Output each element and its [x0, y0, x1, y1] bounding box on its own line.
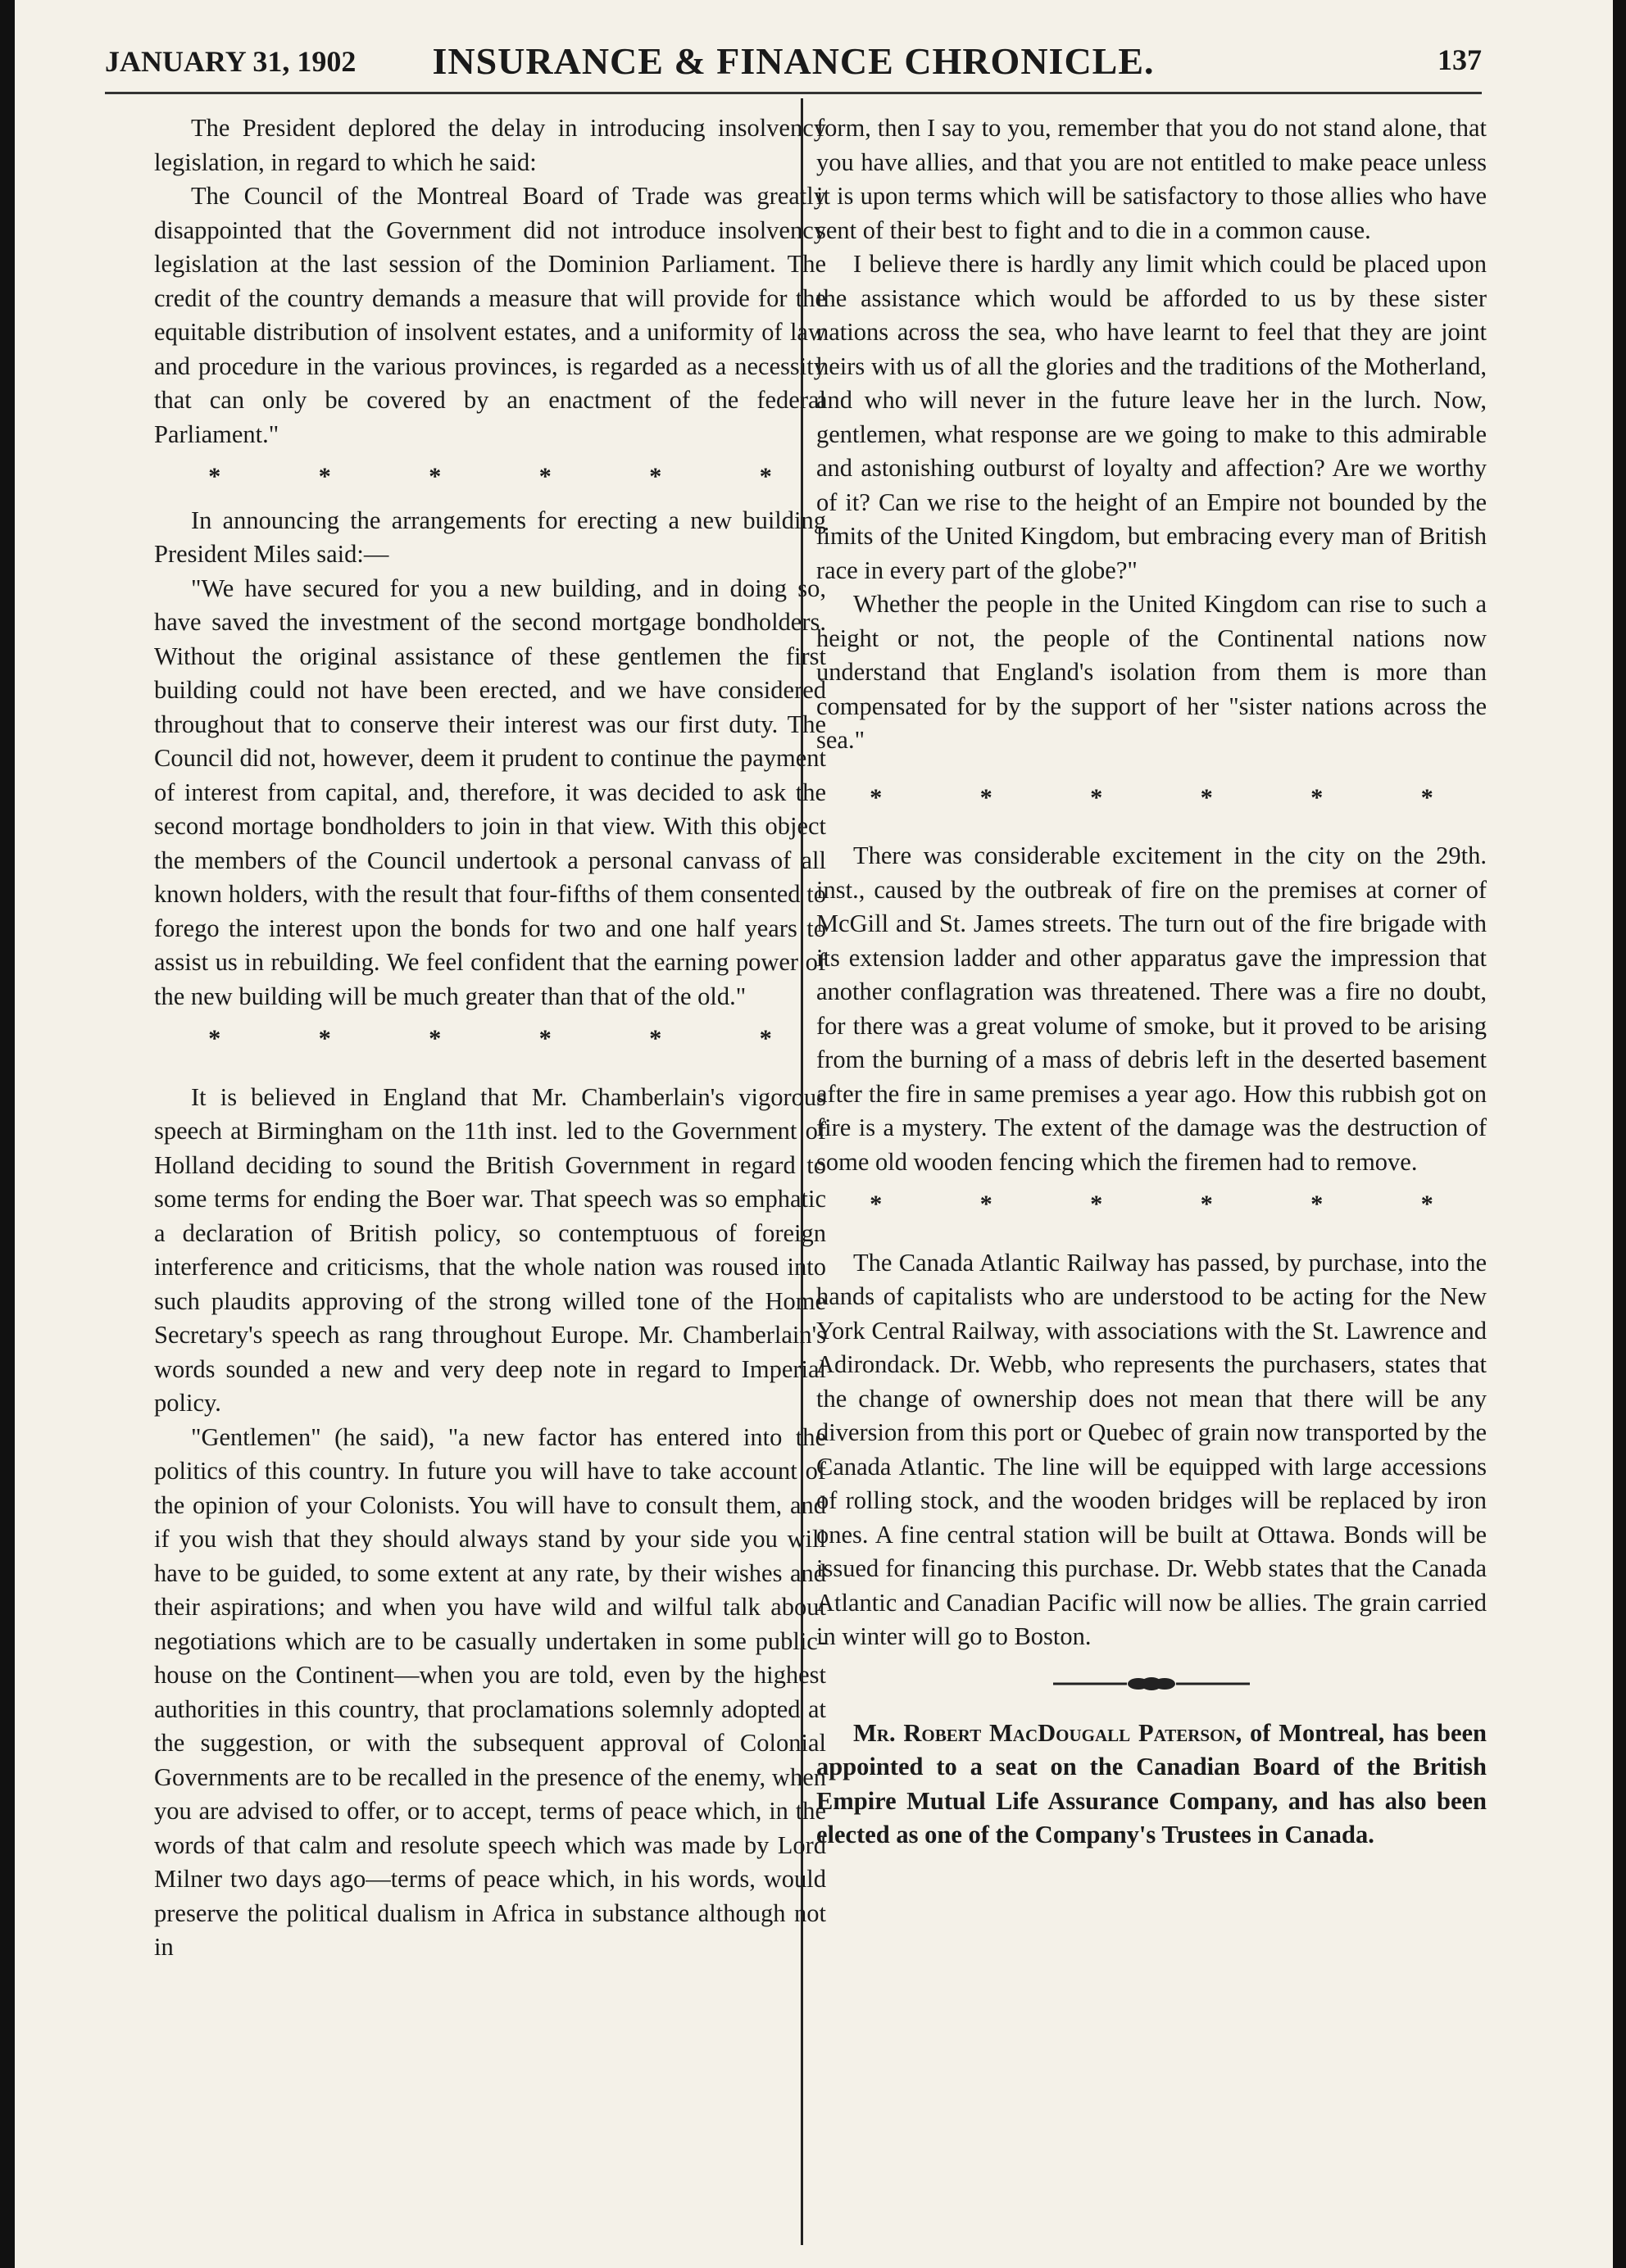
masthead [105, 39, 1482, 88]
paragraph: I believe there is hardly any limit which could be placed upon the assistance which would be afforded to us by these sister nations across the sea, who have learnt to feel that they are joint heirs with us of all the glories and the traditions of the Motherland, and who will never in the future leave her in the lurch. Now, gentlemen, what response are we going to make to this admirable and astonishing outburst of loyalty and affection? Are we worthy of it? Can we rise to the height of an Empire not bounded by the limits of the United Kingdom, but embracing every man of British race in every part of the globe?" [816, 250, 1487, 584]
paragraph: Whether the people in the United Kingdom can rise to such a height or not, the people of the Continental nations now understand that England's isolation from them is more than compensated for by the support of her "sister nations across the sea." [816, 590, 1487, 754]
section-separator: * * * * * * [208, 1025, 818, 1052]
paragraph: "We have secured for you a new building, and in doing so, have saved the investment of the second mortgage bondholders. Without the original assistance of these gentlemen the first building could not have been erected, and we have considered throughout that to conserve their interest was our first duty. The Council did not, however, deem it prudent to continue the payment of interest from capital, and, therefore, it was decided to ask the second mortage bondholders to join in that view. With this object the members of the Council undertook a personal canvass of all known holders, with the result that four-fifths of them consented to forego the interest upon the bonds for two and one half years to assist us in rebuilding. We feel confident that the earning power of the new building will be much greater than that of the old." [154, 574, 826, 1010]
section-separator: * * * * * * [870, 783, 1479, 811]
paragraph: It is believed in England that Mr. Chamberlain's vigorous speech at Birmingham on the 11th inst. led to the Government of Holland deciding to sound the British Government in regard to some terms for ending the Boer war. That speech was so emphatic a declaration of British policy, so contemptuous of foreign interference and criticisms, that the whole nation was roused into such plaudits approving of the strong willed tone of the Home Secretary's speech as rang throughout Europe. Mr. Chamberlain's words sounded a new and very deep note in regard to Imperial policy. [154, 1082, 826, 1417]
notice-name: Mr. Robert MacDougall Paterson, [853, 1718, 1242, 1747]
newspaper-page [15, 0, 1613, 2268]
header-rule [105, 92, 1482, 94]
page-number: 137 [1438, 43, 1482, 76]
ornament-divider-icon [1053, 1676, 1250, 1692]
paragraph: In announcing the arrangements for erecting a new building President Miles said:— [154, 506, 826, 568]
notice-text: of Montreal, has been appointed to a seat on the Canadian Board of the British Empire Mutual Life Assurance Company, and has also been elected as one of the Company's Trustees in Canada. [816, 1718, 1487, 1848]
appointment-notice [816, 1717, 1487, 1853]
paragraph: form, then I say to you, remember that you do not stand alone, that you have allies, and that you are not entitled to make peace unless it is upon terms which will be satisfactory to those allies who have sent of their best to fight and to die in a common cause. [816, 114, 1487, 244]
paragraph: The President deplored the delay in introducing insolvency legislation, in regard to which he said: [154, 114, 826, 176]
left-column [154, 111, 826, 1965]
paragraph: "Gentlemen" (he said), "a new factor has entered into the politics of this country. In future you will have to take account of the opinion of your Colonists. You will have to consult them, and if you wish that they should always stand by your side you will have to be guided, to some extent at any rate, by their wishes and their aspirations; and when you have wild and wilful talk about negotiations which are to be casually undertaken in some public-house on the Continent—when you are told, even by the highest authorities in this country, that proclamations solemnly adopted at the suggestion, or with the subsequent approval of Colonial Governments are to be recalled in the presence of the enemy, when you are advised to offer, or to accept, terms of peace which, in the words of that calm and resolute speech which was made by Lord Milner two days ago—terms of peace which, in his words, would preserve the political dualism in Africa in substance although not in [154, 1422, 826, 1961]
publication-title: INSURANCE & FINANCE CHRONICLE. [432, 40, 1155, 82]
section-separator: * * * * * * [870, 1191, 1479, 1218]
section-separator: * * * * * * [208, 463, 818, 490]
right-column [802, 111, 1487, 1853]
paragraph: The Canada Atlantic Railway has passed, by purchase, into the hands of capitalists who are understood to be acting for the New York Central Railway, with associations with the St. Lawrence and Adirondack. Dr. Webb, who represents the purchasers, states that the change of ownership does not mean that there will be any diversion from this port or Quebec of grain now transported by the Canada Atlantic. The line will be equipped with large accessions of rolling stock, and the wooden bridges will be replaced by iron ones. A fine central station will be built at Ottawa. Bonds will be issued for financing this purchase. Dr. Webb states that the Canada Atlantic and Canadian Pacific will now be allies. The grain carried in winter will go to Boston. [816, 1248, 1487, 1650]
issue-date: JANUARY 31, 1902 [105, 45, 357, 78]
paragraph: There was considerable excitement in the city on the 29th. inst., caused by the outbreak of fire on the premises at corner of McGill and St. James streets. The turn out of the fire brigade with its extension ladder and other apparatus gave the impression that another conflagration was threatened. There was a fire no doubt, for there was a great volume of smoke, but it proved to be arising from the burning of a mass of debris left in the deserted basement after the fire in same premises a year ago. How this rubbish got on fire is a mystery. The extent of the damage was the destruction of some old wooden fencing which the firemen had to remove. [816, 841, 1487, 1176]
paragraph: The Council of the Montreal Board of Trade was greatly disappointed that the Government did not introduce insolvency legislation at the last session of the Dominion Parliament. The credit of the country demands a measure that will provide for the equitable distribution of insolvent estates, and a uniformity of law and procedure in the various provinces, is regarded as a necessity that can only be covered by an enactment of the federal Parliament." [154, 182, 826, 448]
